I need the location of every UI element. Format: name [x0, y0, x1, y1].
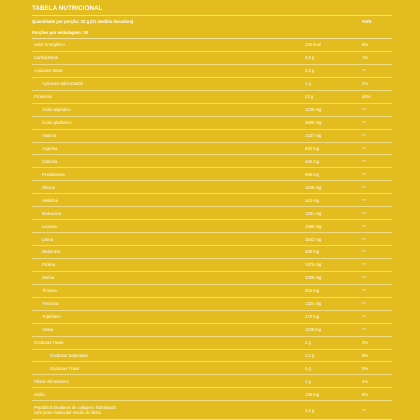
nutrient-amount: 1 g [305, 378, 311, 384]
nutrient-name: Arginina [42, 145, 58, 151]
table-row [32, 233, 392, 246]
table-title: TABELA NUTRICIONAL [32, 3, 392, 16]
nutrient-daily-value: ** [362, 145, 366, 151]
nutrient-list [32, 39, 392, 420]
table-row [32, 194, 392, 207]
nutrient-name: Lisina [42, 236, 53, 242]
nutrient-name: Tirosina [42, 288, 57, 294]
nutrient-amount: 553 mg [305, 288, 319, 294]
nutrient-name: Isoleucina [42, 210, 61, 216]
table-row [32, 39, 392, 52]
nutrient-amount: 3680 mg [305, 120, 322, 126]
nutrient-daily-value: 3% [362, 340, 369, 346]
daily-value-header: %VD [362, 19, 372, 24]
nutrient-daily-value: ** [362, 262, 366, 268]
nutrient-amount: 1281 mg [305, 210, 322, 216]
table-row [32, 117, 392, 130]
nutrient-amount: 2230 mg [305, 107, 322, 113]
nutrient-amount: 1108 mg [305, 327, 321, 333]
table-row [32, 91, 392, 104]
table-row [32, 78, 392, 91]
nutrient-amount: 440 mg [305, 158, 319, 164]
nutrient-daily-value: ** [362, 407, 366, 413]
serving-size-label: Quantidade por porção: 33 g (01 medida dosadora) [32, 19, 134, 24]
nutrient-name: Valina [42, 327, 54, 333]
nutrient-amount: 3,5 g [305, 55, 315, 61]
nutrient-amount: 1005 mg [305, 275, 322, 281]
nutrient-name: Prolina [42, 262, 56, 268]
nutrient-name: Alanina [42, 133, 56, 139]
nutrient-name: Gorduras Saturadas [50, 352, 88, 358]
nutrient-name: Fibras Alimentares [34, 378, 69, 384]
nutrient-name: Leucina [42, 223, 57, 229]
serving-size-row [32, 16, 392, 27]
nutrient-daily-value: ** [362, 236, 366, 242]
table-row [32, 220, 392, 233]
nutrient-daily-value: 2% [362, 81, 369, 87]
nutrient-amount: 1,2 g [305, 352, 315, 358]
nutrient-name: Ácido aspártico [42, 107, 71, 113]
table-row [32, 130, 392, 143]
nutrient-daily-value: ** [362, 301, 366, 307]
table-row [32, 388, 392, 401]
nutrient-name: Proteínas [34, 94, 52, 100]
nutrient-amount: 278 mg [305, 314, 319, 320]
nutrient-amount: 640 mg [305, 145, 319, 151]
nutrient-amount: 1990 mg [305, 223, 322, 229]
nutrient-daily-value: ** [362, 327, 366, 333]
table-row [32, 52, 392, 65]
table-row [32, 324, 392, 337]
nutrient-amount: 859 mg [305, 171, 319, 177]
nutrient-name: Carboidratos [34, 55, 58, 61]
servings-per-package-row [32, 27, 392, 39]
nutrient-amount: 448 mg [305, 249, 319, 255]
nutrient-daily-value: ** [362, 223, 366, 229]
table-row [32, 143, 392, 156]
nutrient-daily-value: ** [362, 184, 366, 190]
nutrient-name: Glicina [42, 184, 55, 190]
table-row [32, 207, 392, 220]
nutrient-name: Peptídeos bioativos de colágeno hidrolisado com peso molecular médio de 2kDa [34, 404, 116, 416]
table-row [32, 246, 392, 259]
nutrient-amount: 1846 mg [305, 184, 322, 190]
table-row [32, 298, 392, 311]
nutrient-daily-value: 4% [362, 378, 369, 384]
table-row [32, 375, 392, 388]
table-row [32, 350, 392, 363]
table-row [32, 168, 392, 181]
nutrient-amount: 126 mg [305, 391, 319, 397]
nutrient-daily-value: ** [362, 197, 366, 203]
nutrient-daily-value: ** [362, 120, 366, 126]
nutrient-daily-value: 6% [362, 391, 369, 397]
table-row [32, 337, 392, 350]
nutrient-daily-value: ** [362, 171, 366, 177]
nutrient-daily-value: ** [362, 68, 366, 74]
nutrient-amount: 1437 mg [305, 133, 322, 139]
nutrient-name: Sódio [34, 391, 45, 397]
nutrient-name: Serina [42, 275, 55, 281]
nutrient-amount: 2,5 g [305, 68, 315, 74]
nutrient-name: Treonina [42, 301, 59, 307]
nutrient-name: Metionina [42, 249, 61, 255]
nutrient-daily-value: 6% [362, 42, 369, 48]
nutrient-name: Valor Energético [34, 42, 65, 48]
nutrient-name: Cisteína [42, 158, 58, 164]
nutrient-daily-value: ** [362, 158, 366, 164]
nutrient-amount: 2,5 g [305, 407, 315, 413]
nutrient-amount: 343 mg [305, 197, 319, 203]
servings-per-package-label: Porções por embalagem: 28 [32, 30, 88, 35]
nutrient-daily-value: ** [362, 210, 366, 216]
nutrient-daily-value: 1% [362, 55, 369, 61]
table-row [32, 285, 392, 298]
table-row [32, 65, 392, 78]
nutrient-daily-value: ** [362, 107, 366, 113]
table-row [32, 272, 392, 285]
nutrient-name: Gorduras Totais [34, 340, 64, 346]
nutrient-daily-value: ** [362, 314, 366, 320]
table-row [32, 104, 392, 117]
nutrient-daily-value: ** [362, 249, 366, 255]
nutrient-name: Açúcares totais [34, 68, 63, 74]
nutrient-name: Triptofano [42, 314, 61, 320]
nutrient-daily-value: ** [362, 133, 366, 139]
nutrient-daily-value: 0% [362, 365, 369, 371]
nutrient-daily-value: 46% [362, 94, 371, 100]
nutrient-name: Fenilalanina [42, 171, 65, 177]
table-row [32, 362, 392, 375]
nutrient-amount: 2 g [305, 340, 311, 346]
nutrient-amount: 1875 mg [305, 262, 322, 268]
nutrient-daily-value: ** [362, 275, 366, 281]
nutrient-amount: 1 g [305, 81, 311, 87]
nutrient-name: Ácido glutâmico [42, 120, 72, 126]
nutrient-amount: 0 g [305, 365, 311, 371]
table-row [32, 259, 392, 272]
table-row [32, 311, 392, 324]
nutrient-daily-value: ** [362, 288, 366, 294]
nutrient-amount: 1843 mg [305, 236, 322, 242]
table-row [32, 155, 392, 168]
nutrient-amount: 125 kcal [305, 42, 321, 48]
nutrient-name: Histidina [42, 197, 59, 203]
nutrient-daily-value: 6% [362, 352, 369, 358]
nutrient-name: Açúcares adicionados [42, 81, 83, 87]
table-row [32, 181, 392, 194]
nutrient-name: Gorduras Trans [50, 365, 80, 371]
nutrient-amount: 23 g [305, 94, 314, 100]
table-row [32, 401, 392, 420]
nutrient-amount: 1324 mg [305, 301, 322, 307]
